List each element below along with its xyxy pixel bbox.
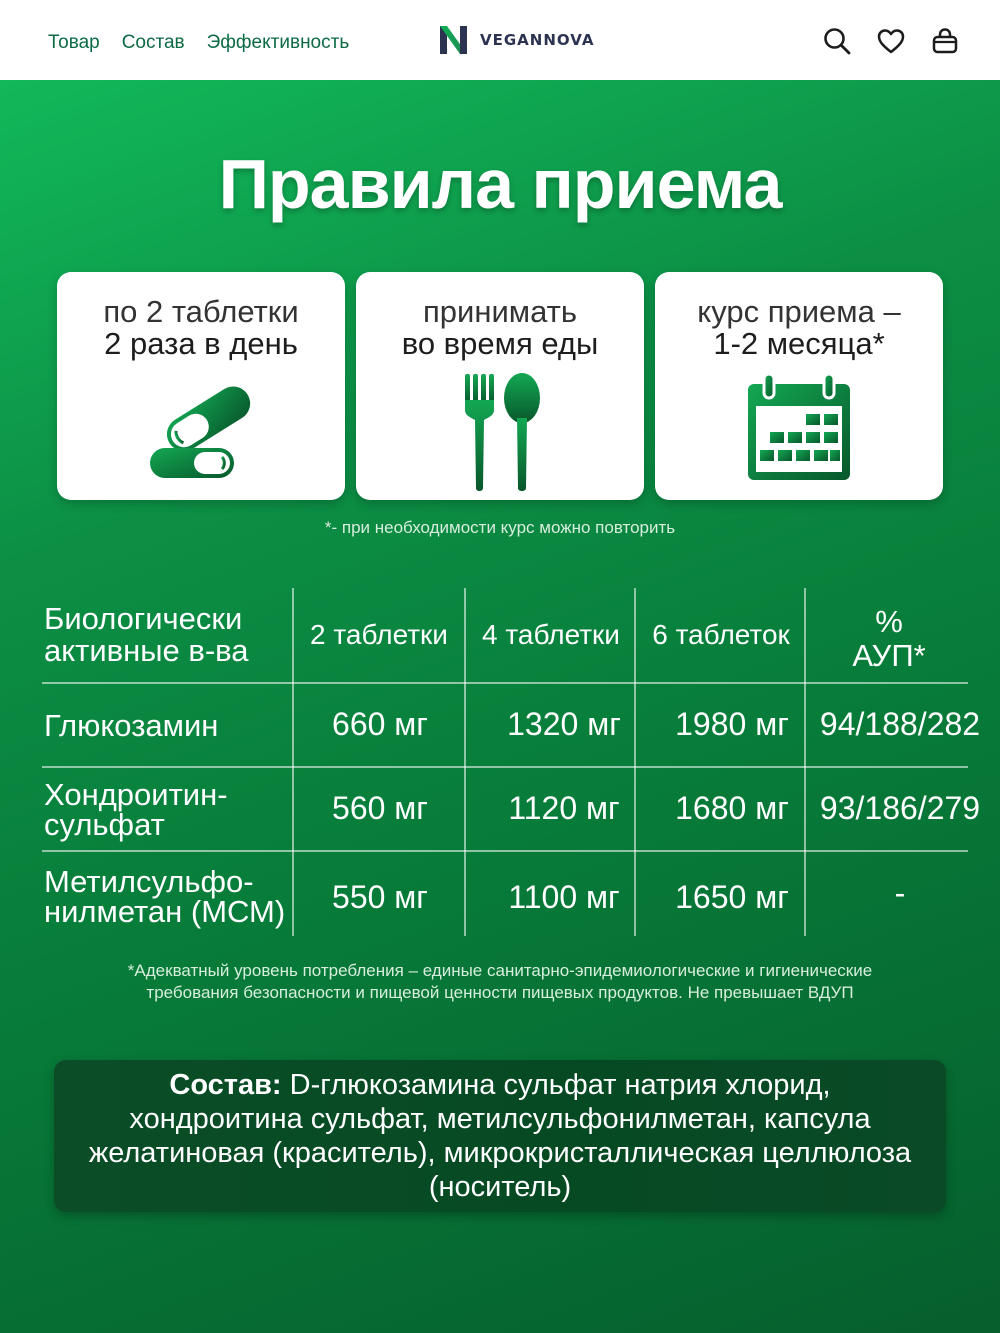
table-cell: 1100 мг xyxy=(508,878,620,915)
table-row-glucosamine-name: Глюкозамин xyxy=(44,708,219,743)
table-row-msm-name xyxy=(44,852,294,942)
brand-n-icon xyxy=(436,22,472,58)
table-row-chondroitin-line1: Хондроитин- xyxy=(44,777,228,812)
capsules-icon xyxy=(146,380,256,480)
main-nav xyxy=(48,32,349,54)
table-row-chondroitin-name xyxy=(44,768,294,852)
table-header-4-tablets: 4 таблетки xyxy=(482,619,620,650)
table-header-aup xyxy=(806,594,972,684)
composition-box xyxy=(54,1060,946,1212)
card-course-line2: 1-2 месяца* xyxy=(713,326,885,361)
table-cell: 93/186/279 xyxy=(819,789,981,826)
card-timing-line2: во время еды xyxy=(401,326,599,361)
bag-icon xyxy=(930,26,960,56)
aup-note-line1: *Адекватный уровень потребления – единые санитарно-эпидемиологические и гигиенические xyxy=(127,961,873,980)
table-divider xyxy=(292,588,294,936)
table-row-chondroitin-line2: сульфат xyxy=(44,807,165,842)
table-cell: 1650 мг xyxy=(675,878,789,915)
table-cell: 550 мг xyxy=(332,878,428,915)
nav-item-composition[interactable]: Состав xyxy=(121,32,185,53)
table-divider xyxy=(464,588,466,936)
search-icon xyxy=(822,26,852,56)
table-header-substances-line1: Биологически xyxy=(44,601,243,636)
heart-icon xyxy=(876,26,906,56)
table-cell: - xyxy=(894,874,906,911)
nav-item-efficiency[interactable]: Эффективность xyxy=(206,32,350,53)
table-cell: 94/188/282 xyxy=(819,705,981,742)
header-actions xyxy=(820,24,962,58)
course-note: *- при необходимости курс можно повторить xyxy=(324,518,676,537)
table-header-substances xyxy=(44,588,294,682)
calendar-icon xyxy=(744,372,854,484)
card-dosage xyxy=(57,272,345,500)
table-header-6-tablets: 6 таблеток xyxy=(652,619,790,650)
table-header-aup-line2: АУП* xyxy=(852,638,926,673)
card-dosage-line2: 2 раза в день xyxy=(104,326,298,361)
table-row-msm-line2: нилметан (МСМ) xyxy=(44,894,286,929)
table-cell: 660 мг xyxy=(332,705,428,742)
aup-note xyxy=(60,960,940,1004)
card-course-line1: курс приема – xyxy=(697,294,901,329)
table-divider xyxy=(42,682,968,684)
table-divider xyxy=(42,850,968,852)
table-divider xyxy=(634,588,636,936)
cart-button[interactable] xyxy=(928,24,962,58)
card-course xyxy=(655,272,943,500)
composition-label: Состав: xyxy=(169,1069,282,1101)
aup-note-line2: требования безопасности и пищевой ценности пищевых продуктов. Не превышает ВДУП xyxy=(146,983,854,1002)
table-cell: 1980 мг xyxy=(675,705,789,742)
composition-body: D-глюкозамина сульфат натрия хлорид, хондроитина сульфат, метилсульфонилметан, капсула желатиновая (краситель), микрокристаллическая целлюлоза (носитель) xyxy=(88,1069,912,1203)
favorites-button[interactable] xyxy=(874,24,908,58)
table-divider xyxy=(42,766,968,768)
table-header-2-tablets: 2 таблетки xyxy=(310,619,448,650)
table-header-aup-line1: % xyxy=(875,604,903,639)
card-timing-line1: принимать xyxy=(422,294,577,329)
table-cell: 1320 мг xyxy=(507,705,621,742)
table-divider xyxy=(804,588,806,936)
table-row-msm-line1: Метилсульфо- xyxy=(44,864,254,899)
table-cell: 1680 мг xyxy=(675,789,789,826)
nav-item-product[interactable]: Товар xyxy=(48,32,100,53)
card-timing xyxy=(356,272,644,500)
brand-name: VEGANNOVA xyxy=(480,31,595,49)
site-header xyxy=(0,0,1000,80)
composition-text xyxy=(84,1068,916,1204)
page-title: Правила приема xyxy=(218,145,782,223)
dosage-section xyxy=(0,80,1000,1333)
card-dosage-line1: по 2 таблетки xyxy=(103,294,299,329)
brand-logo[interactable] xyxy=(436,22,594,58)
fork-spoon-icon xyxy=(455,372,545,494)
search-button[interactable] xyxy=(820,24,854,58)
table-cell: 1120 мг xyxy=(508,789,620,826)
table-header-substances-line2: активные в-ва xyxy=(44,633,249,668)
dosage-cards xyxy=(57,272,943,500)
table-cell: 560 мг xyxy=(332,789,428,826)
